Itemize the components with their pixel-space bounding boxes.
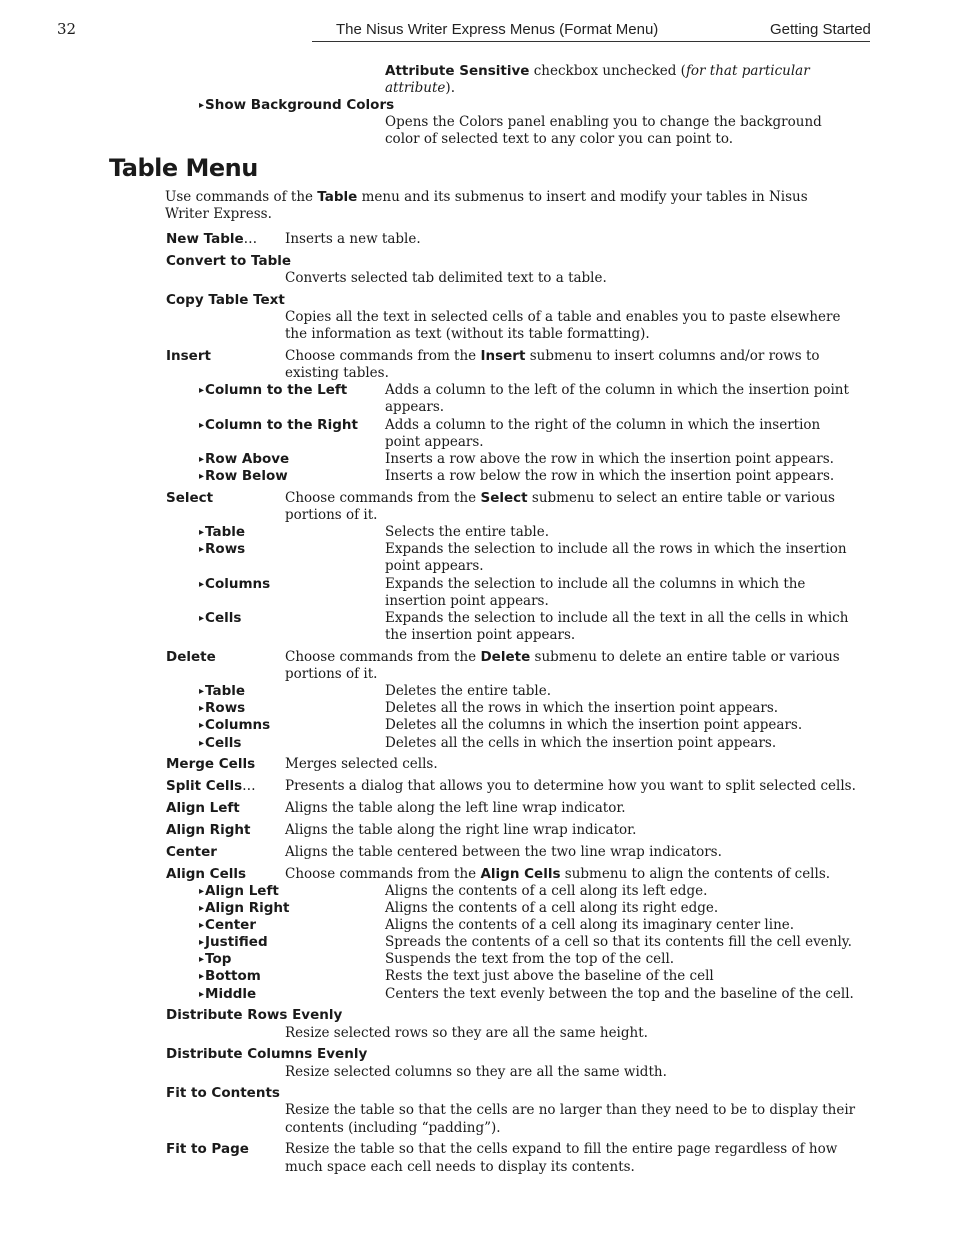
label-text: Columns <box>205 717 271 733</box>
triangle-icon: ▸ <box>199 738 205 749</box>
attribute-end: ). <box>445 80 455 96</box>
label-text: New Table <box>166 231 244 247</box>
insert-item-row-above-desc: Inserts a row above the row in which the insertion point appears. <box>385 451 834 467</box>
select-item-table-desc: Selects the entire table. <box>385 524 550 540</box>
triangle-icon: ▸ <box>199 937 205 948</box>
desc-bold: Select <box>480 490 528 506</box>
select-item-columns-desc-2: insertion point appears. <box>385 593 549 609</box>
intro-line-2: Writer Express. <box>165 206 272 222</box>
insert-item-column-left-desc-2: appears. <box>385 399 445 415</box>
intro-bold: Table <box>317 189 358 205</box>
split-cells-label <box>166 778 256 795</box>
delete-desc-2: portions of it. <box>285 666 378 682</box>
triangle-icon: ▸ <box>199 703 205 714</box>
delete-label: Delete <box>166 649 216 665</box>
triangle-icon: ▸ <box>199 920 205 931</box>
intro-pre: Use commands of the <box>165 189 318 205</box>
fit-to-contents-desc-1: Resize the table so that the cells are no larger than they need to be to display their <box>285 1102 856 1118</box>
distribute-rows-label: Distribute Rows Evenly <box>166 1007 343 1023</box>
fit-to-contents-label: Fit to Contents <box>166 1085 280 1101</box>
label-text: Table <box>205 524 246 540</box>
desc-pre: Choose commands from the <box>285 490 481 506</box>
select-item-cells <box>199 610 241 627</box>
label-text: Bottom <box>205 968 261 984</box>
align-cells-item-top-desc: Suspends the text from the top of the cell. <box>385 951 675 967</box>
center-label: Center <box>166 844 217 860</box>
triangle-icon: ▸ <box>199 886 205 897</box>
split-cells-desc: Presents a dialog that allows you to determine how you want to split selected cells. <box>285 778 856 794</box>
attribute-sensitive-line <box>385 63 810 80</box>
center-desc: Aligns the table centered between the two line wrap indicators. <box>285 844 722 860</box>
attribute-text: checkbox unchecked ( <box>529 63 686 79</box>
insert-desc-1 <box>285 348 820 365</box>
align-left-label: Align Left <box>166 800 240 816</box>
triangle-icon: ▸ <box>199 454 205 465</box>
desc-bold: Insert <box>480 348 526 364</box>
align-cells-label: Align Cells <box>166 866 247 882</box>
triangle-icon: ▸ <box>199 989 205 1000</box>
label-text: Middle <box>205 986 257 1002</box>
distribute-rows-desc: Resize selected rows so they are all the same height. <box>285 1025 648 1041</box>
align-right-label: Align Right <box>166 822 251 838</box>
desc-post: submenu to select an entire table or various <box>527 490 835 506</box>
insert-desc-2: existing tables. <box>285 365 389 381</box>
section-name: Getting Started <box>770 21 871 38</box>
insert-label: Insert <box>166 348 211 364</box>
page-number: 32 <box>57 20 77 38</box>
align-cells-item-center-desc: Aligns the contents of a cell along its imaginary center line. <box>385 917 795 933</box>
select-item-columns-desc-1: Expands the selection to include all the columns in which the <box>385 576 806 592</box>
label-text: Show Background Colors <box>205 97 395 113</box>
copy-table-text-desc-2: the information as text (without its table formatting). <box>285 326 650 342</box>
delete-item-table <box>199 683 245 700</box>
attribute-sensitive-label: Attribute Sensitive <box>385 63 530 79</box>
label-text: Align Right <box>205 900 290 916</box>
new-table-desc: Inserts a new table. <box>285 231 421 247</box>
delete-item-columns <box>199 717 270 734</box>
show-background-colors-label <box>199 97 394 114</box>
ellipsis: … <box>243 231 258 247</box>
running-title: The Nisus Writer Express Menus (Format Menu) <box>336 21 659 38</box>
fit-to-page-label: Fit to Page <box>166 1141 249 1157</box>
label-text: Row Above <box>205 451 290 467</box>
insert-item-row-below-desc: Inserts a row below the row in which the insertion point appears. <box>385 468 835 484</box>
insert-item-column-right-desc-2: point appears. <box>385 434 484 450</box>
align-cells-item-align-right-desc: Aligns the contents of a cell along its right edge. <box>385 900 719 916</box>
align-cells-item-top <box>199 951 231 968</box>
fit-to-page-desc-2: much space each cell needs to display its contents. <box>285 1159 635 1175</box>
delete-item-columns-desc: Deletes all the columns in which the insertion point appears. <box>385 717 803 733</box>
intro-line-1 <box>165 189 808 206</box>
triangle-icon: ▸ <box>199 720 205 731</box>
select-desc-2: portions of it. <box>285 507 378 523</box>
desc-post: submenu to delete an entire table or various <box>530 649 840 665</box>
triangle-icon: ▸ <box>199 471 205 482</box>
label-text: Justified <box>205 934 268 950</box>
triangle-icon: ▸ <box>199 385 205 396</box>
select-item-cells-desc-1: Expands the selection to include all the text in all the cells in which <box>385 610 849 626</box>
select-item-columns <box>199 576 270 593</box>
select-item-rows-desc-1: Expands the selection to include all the rows in which the insertion <box>385 541 847 557</box>
label-text: Cells <box>205 610 242 626</box>
label-text: Rows <box>205 541 246 557</box>
convert-to-table-desc: Converts selected tab delimited text to a table. <box>285 270 607 286</box>
merge-cells-label: Merge Cells <box>166 756 256 772</box>
insert-item-row-above <box>199 451 289 468</box>
triangle-icon: ▸ <box>199 527 205 538</box>
desc-bold: Delete <box>480 649 531 665</box>
select-desc-1 <box>285 490 835 507</box>
delete-item-cells-desc: Deletes all the cells in which the insertion point appears. <box>385 735 777 751</box>
distribute-columns-desc: Resize selected columns so they are all the same width. <box>285 1064 667 1080</box>
select-item-rows-desc-2: point appears. <box>385 558 484 574</box>
desc-pre: Choose commands from the <box>285 866 481 882</box>
select-item-cells-desc-2: the insertion point appears. <box>385 627 576 643</box>
align-cells-item-bottom <box>199 968 261 985</box>
label-text: Align Left <box>205 883 279 899</box>
triangle-icon: ▸ <box>199 420 205 431</box>
fit-to-contents-desc-2: contents (including “padding”). <box>285 1120 501 1136</box>
insert-item-column-right-desc-1: Adds a column to the right of the column in which the insertion <box>385 417 821 433</box>
triangle-icon: ▸ <box>199 903 205 914</box>
delete-item-table-desc: Deletes the entire table. <box>385 683 552 699</box>
label-text: Column to the Right <box>205 417 358 433</box>
label-text: Column to the Left <box>205 382 348 398</box>
delete-item-rows <box>199 700 245 717</box>
show-background-desc-1: Opens the Colors panel enabling you to change the background <box>385 114 822 130</box>
select-item-rows <box>199 541 245 558</box>
align-cells-item-center <box>199 917 256 934</box>
insert-item-column-left-desc-1: Adds a column to the left of the column in which the insertion point <box>385 382 849 398</box>
triangle-icon: ▸ <box>199 971 205 982</box>
desc-pre: Choose commands from the <box>285 348 481 364</box>
delete-item-rows-desc: Deletes all the rows in which the insertion point appears. <box>385 700 779 716</box>
intro-post: menu and its submenus to insert and modify your tables in Nisus <box>357 189 808 205</box>
label-text: Cells <box>205 735 242 751</box>
merge-cells-desc: Merges selected cells. <box>285 756 438 772</box>
desc-bold: Align Cells <box>480 866 561 882</box>
desc-post: submenu to align the contents of cells. <box>560 866 831 882</box>
fit-to-page-desc-1: Resize the table so that the cells expand to fill the entire page regardless of how <box>285 1141 838 1157</box>
new-table-label <box>166 231 257 248</box>
insert-item-row-below <box>199 468 288 485</box>
distribute-columns-label: Distribute Columns Evenly <box>166 1046 368 1062</box>
attribute-sensitive-line2 <box>385 80 455 97</box>
ellipsis: … <box>242 778 256 794</box>
triangle-icon: ▸ <box>199 613 205 624</box>
label-text: Rows <box>205 700 246 716</box>
align-cells-item-align-left <box>199 883 279 900</box>
align-cells-item-middle <box>199 986 256 1003</box>
align-cells-item-align-left-desc: Aligns the contents of a cell along its left edge. <box>385 883 708 899</box>
label-text: Top <box>205 951 232 967</box>
align-cells-item-align-right <box>199 900 289 917</box>
label-text: Split Cells <box>166 778 243 794</box>
copy-table-text-label: Copy Table Text <box>166 292 285 308</box>
delete-desc-1 <box>285 649 840 666</box>
triangle-icon: ▸ <box>199 579 205 590</box>
triangle-icon: ▸ <box>199 686 205 697</box>
align-cells-desc <box>285 866 830 883</box>
convert-to-table-label: Convert to Table <box>166 253 292 269</box>
triangle-icon: ▸ <box>199 100 205 111</box>
align-cells-item-justified-desc: Spreads the contents of a cell so that its contents fill the cell evenly. <box>385 934 852 950</box>
desc-post: submenu to insert columns and/or rows to <box>525 348 820 364</box>
label-text: Center <box>205 917 256 933</box>
header-rule <box>312 41 870 42</box>
insert-item-column-left <box>199 382 347 399</box>
align-cells-item-justified <box>199 934 268 951</box>
copy-table-text-desc-1: Copies all the text in selected cells of a table and enables you to paste elsewhere <box>285 309 841 325</box>
select-label: Select <box>166 490 214 506</box>
delete-item-cells <box>199 735 241 752</box>
label-text: Row Below <box>205 468 288 484</box>
show-background-desc-2: color of selected text to any color you can point to. <box>385 131 733 147</box>
triangle-icon: ▸ <box>199 544 205 555</box>
section-title: Table Menu <box>109 154 258 182</box>
align-left-desc: Aligns the table along the left line wrap indicator. <box>285 800 626 816</box>
attribute-italic-1: for that particular <box>685 63 810 79</box>
align-right-desc: Aligns the table along the right line wrap indicator. <box>285 822 637 838</box>
desc-pre: Choose commands from the <box>285 649 481 665</box>
insert-item-column-right <box>199 417 358 434</box>
triangle-icon: ▸ <box>199 954 205 965</box>
select-item-table <box>199 524 245 541</box>
label-text: Columns <box>205 576 271 592</box>
label-text: Table <box>205 683 246 699</box>
align-cells-item-middle-desc: Centers the text evenly between the top and the baseline of the cell. <box>385 986 854 1002</box>
attribute-italic-2: attribute <box>385 80 446 96</box>
align-cells-item-bottom-desc: Rests the text just above the baseline of the cell <box>385 968 714 984</box>
